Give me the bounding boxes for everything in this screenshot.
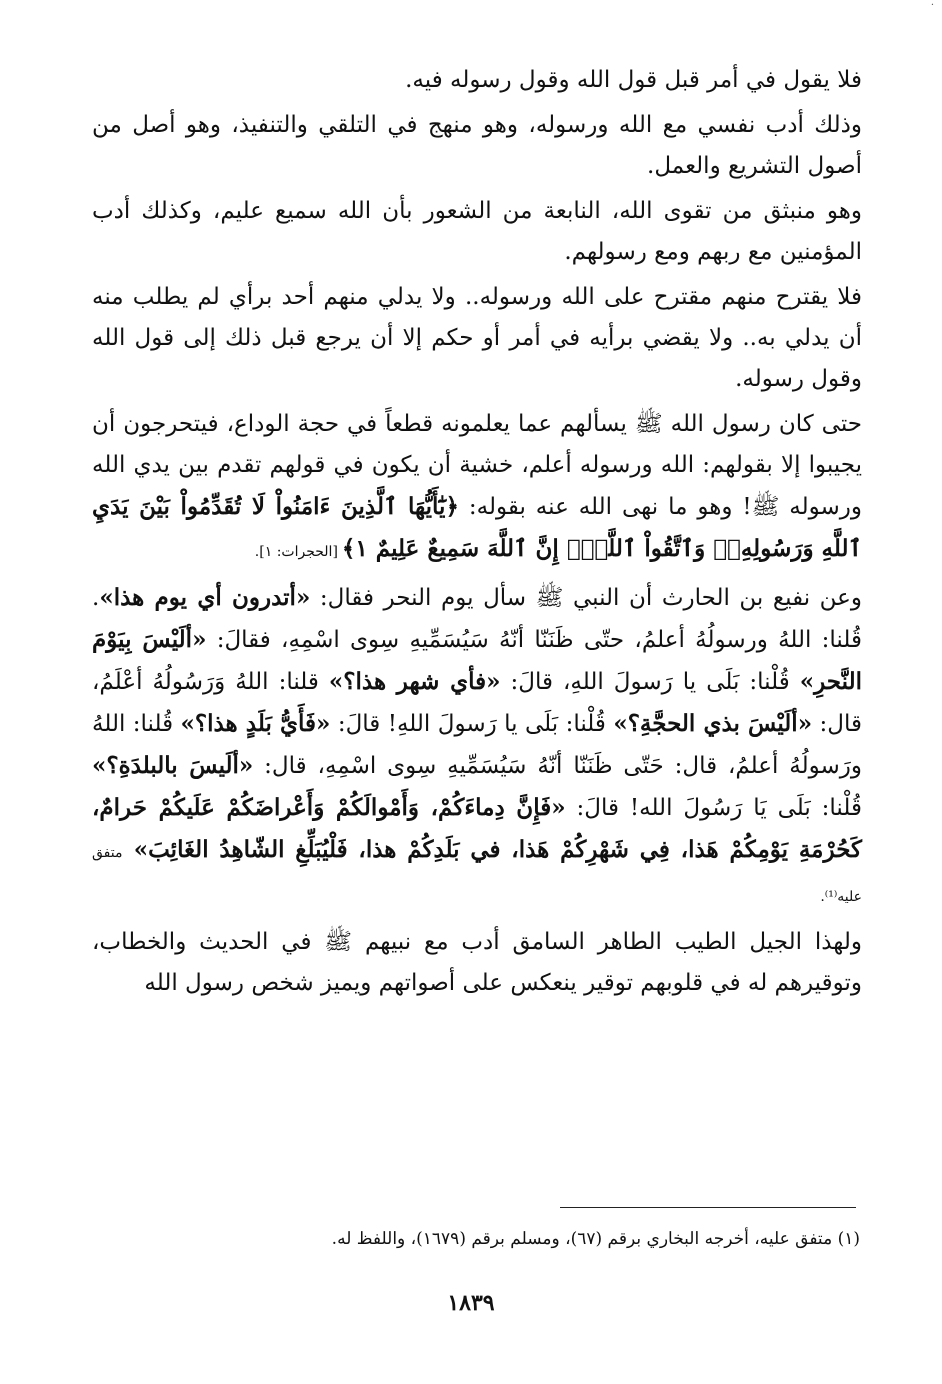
hadith-quote-4: «ألَيْسَ بذي الحجَّةِ؟» [613,710,813,737]
corner-mark: · [930,0,934,11]
hadith-intro: وعن نفيع بن الحارث أن النبي ﷺ سأل يوم النحر فقال: [310,585,863,611]
paragraph-7: ولهذا الجيل الطيب الطاهر السامق أدب مع نبيهم ﷺ في الحديث والخطاب، وتوقيرهم له في قلوبهم توقير ينعكس على أصواتهم ويميز شخص رسول الله [92,929,862,996]
hadith-paragraph [92,577,862,918]
hadith-quote-3: «فأي شهر هذا؟» [328,668,501,695]
hadith-quote-5: «فَأَيُّ بَلَدٍ هذا؟» [180,710,331,737]
paragraph-2: وذلك أدب نفسي مع الله ورسوله، وهو منهج في التلقي والتنفيذ، وهو أصل من أصول التشريع والعمل. [92,112,862,179]
verse-reference: [الحجرات: ١]. [254,544,338,560]
paragraph-5-text: حتى كان رسول الله ﷺ يسألهم عما يعلمونه قطعاً في حجة الوداع، فيتحرجون أن يجيبوا إلا بقولهم: الله ورسوله أعلم، خشية أن يكون في قولهم تقدم بين يدي الله ورسوله ﷺ! وهو ما نهى الله عنه بقوله: [92,411,863,520]
hadith-seg-2: قُلْنا: بَلَى يا رَسولَ اللهِ، قالَ: [500,669,800,695]
paragraph-3: وهو منبثق من تقوى الله، النابعة من الشعور بأن الله سميع عليم، وكذلك أدب المؤمنين مع ربهم ومع رسولهم. [92,198,862,265]
quran-verse: ﴿يَٰٓأَيُّهَا ٱلَّذِينَ ءَامَنُواْ لَا تُقَدِّمُواْ بَيْنَ يَدَيِ ٱللَّهِ وَرَسُولِهِۦۖ وَٱتَّقُواْ ٱللَّهَۚ إِنَّ ٱللَّهَ سَمِيعٌ عَلِيمٌ ١﴾ [92,493,862,562]
page-body [92,60,862,1008]
footnote: (١) متفق عليه، أخرجه البخاري برقم (٦٧)، ومسلم برقم (١٦٧٩)، واللفظ له. [331,1229,860,1249]
hadith-quote-6: «ألَيسَ بالبلدَةِ؟» [92,752,254,779]
hadith-seg-5: قُلنا: اللهُ ورَسولُهُ أعلمُ، قال: حَتّى ظَنَنّا أنّهُ سَيُسَمِّيهِ سِوى اسْمِهِ، قال: [92,711,862,779]
hadith-seg-6: قُلْنا: بَلَى يَا رَسُولَ الله! قالَ: [565,795,862,821]
page-number: ١٨٣٩ [447,1290,495,1316]
hadith-seg-3: قلنا: اللهُ وَرَسُولُهُ أعْلَمُ، قال: [92,669,862,737]
paragraph-4: فلا يقترح منهم مقترح على الله ورسوله.. ولا يدلي منهم أحد برأي لم يطلب منه أن يدلي به.. ولا يقضي برأيه في أمر أو حكم إلا أن يرجع قبل ذلك إلى قول الله وقول رسوله. [92,284,862,392]
hadith-quote-1: «أتدرون أي يوم هذا» [99,584,311,611]
footnote-separator [560,1207,856,1208]
hadith-quote-2: «ألَيْسَ بِيَوْمَ النَّحرِ» [92,626,862,695]
hadith-seg-1: . قُلنا: اللهُ ورسولُهُ أعلمُ، حتّى ظَنَنّا أنّهُ سَيُسَمِّيهِ سِوى اسْمِهِ، فقالَ: [92,585,862,653]
paragraph-5 [92,404,862,573]
paragraph-1: فلا يقول في أمر قبل قول الله وقول رسوله فيه. [405,67,862,93]
hadith-quote-7: «فَإِنَّ دِماءَكُمْ، وَأَمْوالَكُمْ وَأَعْراضَكُمْ عَلَيكُمْ حَرامٌ، كَحُرْمَةِ يَوْمِكُمْ هَذا، فِي شَهْرِكُمْ هَذا، في بَلَدِكُمْ هذا، فَلْيُبَلِّغِ الشّاهِدُ الغَائِبَ» [92,794,862,863]
hadith-seg-4: قُلْنا: بَلَى يا رَسولَ اللهِ! قالَ: [330,711,614,737]
hadith-attribution: متفق عليه⁽¹⁾. [92,845,862,905]
